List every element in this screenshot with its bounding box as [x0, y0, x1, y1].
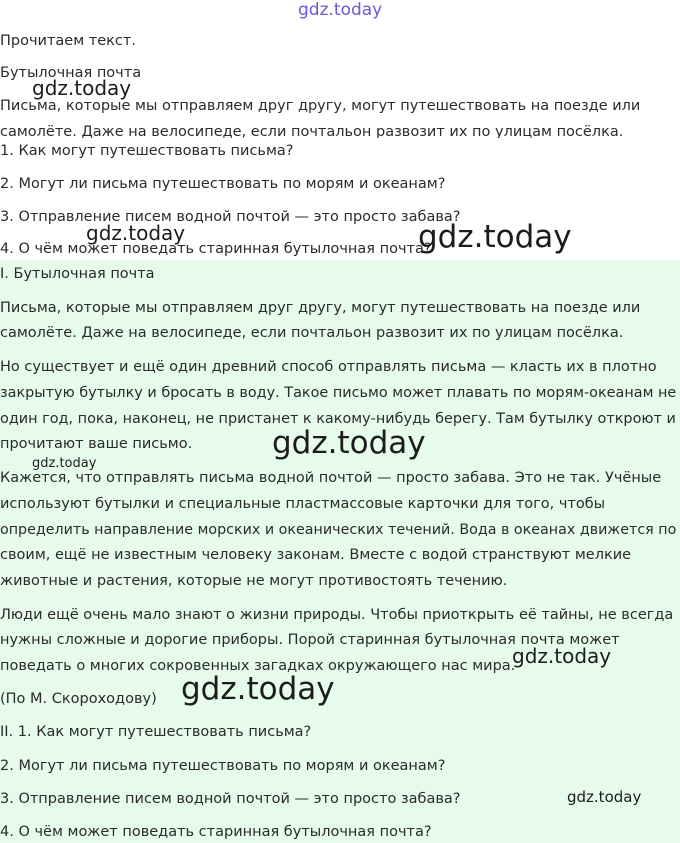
watermark: gdz.today — [298, 0, 383, 20]
paragraph-line: нужны сложные и дорогие приборы. Порой старинная бутылочная почта может — [0, 632, 620, 648]
question-4: 4. О чём может поведать старинная бутылочная почта? — [0, 824, 432, 840]
question-3: 3. Отправление писем водной почтой — это просто забава? — [0, 209, 461, 225]
section-title: I. Бутылочная почта — [0, 266, 155, 282]
paragraph-line: закрытую бутылку и бросать в воду. Такое письмо может плавать по морям-океанам не — [0, 385, 677, 401]
watermark: gdz.today — [418, 219, 572, 255]
text-title: Бутылочная почта — [0, 65, 142, 81]
watermark: gdz.today — [32, 76, 132, 100]
question-2: 2. Могут ли письма путешествовать по морям и океанам? — [0, 758, 446, 774]
paragraph-line: поведать о многих сокровенных загадках окружающего нас мира. — [0, 658, 516, 674]
watermark: gdz.today — [272, 425, 426, 461]
paragraph-line: самолёте. Даже на велосипеде, если почтальон развозит их по улицам посёлка. — [0, 325, 624, 341]
watermark: gdz.today — [86, 221, 186, 245]
paragraph-line: Кажется, что отправлять письма водной почтой — просто забава. Это не так. Учёные — [0, 470, 662, 486]
paragraph-line: один год, пока, наконец, не пристанет к какому-нибудь берегу. Там бутылку откроют и — [0, 411, 676, 427]
question-1: 1. Как могут путешествовать письма? — [0, 143, 294, 159]
text-paragraph-line: Письма, которые мы отправляем друг другу, могут путешествовать на поезде или — [0, 98, 641, 114]
intro-text: Прочитаем текст. — [0, 33, 136, 49]
question-2: 2. Могут ли письма путешествовать по морям и океанам? — [0, 176, 446, 192]
paragraph-line: своим, ещё не известным человеку законам. Вместе с водой странствуют мелкие — [0, 547, 632, 563]
paragraph-line: Письма, которые мы отправляем друг другу, могут путешествовать на поезде или — [0, 300, 641, 316]
text-paragraph-line: самолёте. Даже на велосипеде, если почтальон развозит их по улицам посёлка. — [0, 124, 624, 138]
watermark: gdz.today — [512, 644, 612, 668]
paragraph-line: Но существует и ещё один древний способ отправлять письма — класть их в плотно — [0, 359, 657, 375]
watermark: gdz.today — [32, 456, 97, 471]
watermark: gdz.today — [567, 788, 642, 806]
paragraph-line: определить направление морских и океанических течений. Вода в океанах движется по — [0, 522, 677, 538]
paragraph-line: используют бутылки и специальные пластмассовые карточки для того, чтобы — [0, 496, 606, 512]
author-attribution: (По М. Скороходову) — [0, 691, 157, 707]
paragraph-line: Люди ещё очень мало знают о жизни природы. Чтобы приоткрыть её тайны, не всегда — [0, 607, 674, 623]
paragraph-line: прочитают ваше письмо. — [0, 436, 193, 452]
question-1: II. 1. Как могут путешествовать письма? — [0, 724, 312, 740]
paragraph-line: животные и растения, которые не могут противостоять течению. — [0, 573, 508, 589]
watermark: gdz.today — [181, 671, 335, 707]
question-4: 4. О чём может поведать старинная бутылочная почта? — [0, 241, 432, 257]
question-3: 3. Отправление писем водной почтой — это просто забава? — [0, 791, 461, 807]
